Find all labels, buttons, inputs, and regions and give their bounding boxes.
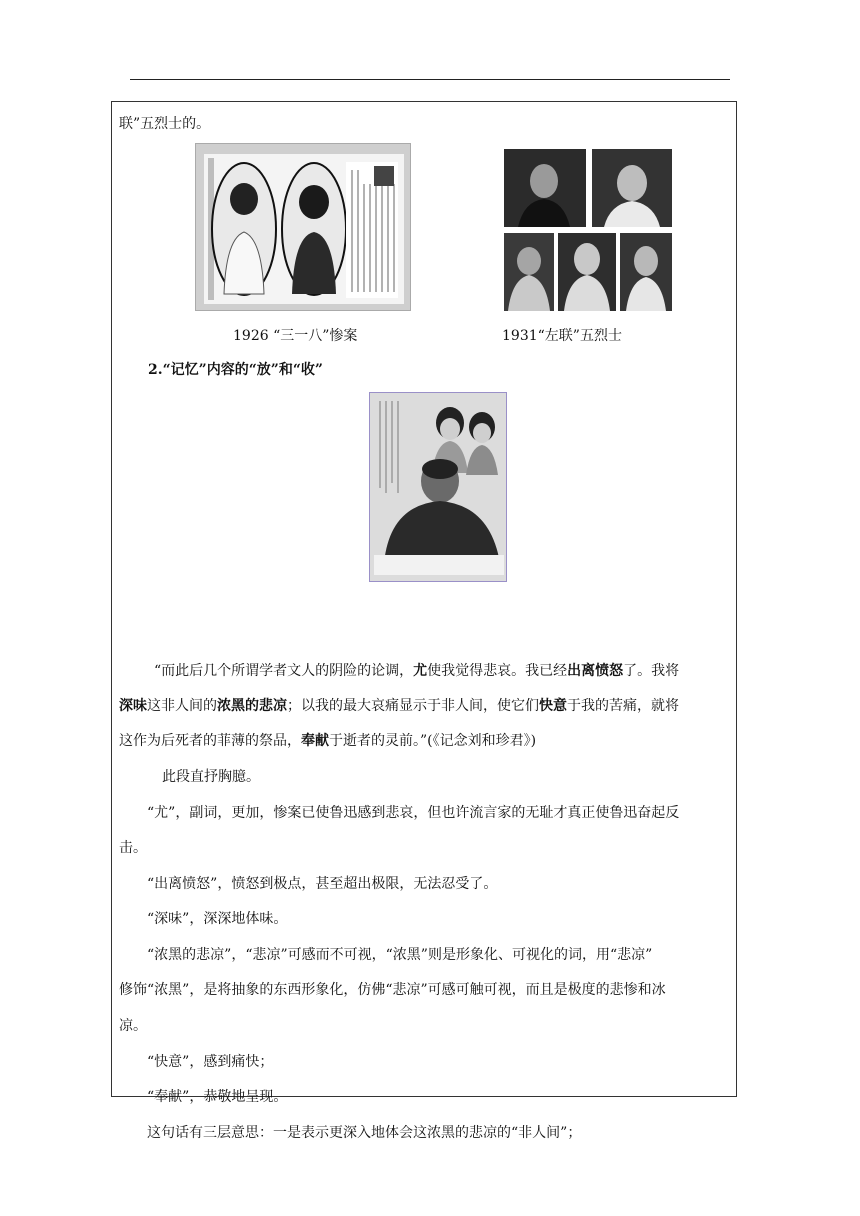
photo-318-massacre-image xyxy=(196,144,411,311)
para-chuli-fennu: “出离愤怒”，愤怒到极点，甚至超出极限，无法忍受了。 xyxy=(147,876,498,892)
caption-five-martyrs: 1931“左联”五烈士 xyxy=(502,328,622,344)
quote-seg: 于我的苦痛，就将 xyxy=(567,698,679,714)
text-line-top: 联”五烈士的。 xyxy=(119,116,211,132)
para-nonghei-line2: 修饰“浓黑”，是将抽象的东西形象化，仿佛“悲凉”可感可触可视，而且是极度的悲惨和冰 xyxy=(119,982,666,998)
para-direct-expression: 此段直抒胸臆。 xyxy=(162,769,260,785)
quote-seg: 于逝者的灵前。”(《记念刘和珍君》) xyxy=(329,733,537,749)
quote-seg-bold: 出离愤怒 xyxy=(567,663,624,679)
quote-seg: 这非人间的 xyxy=(147,698,217,714)
quote-seg-bold: 快意 xyxy=(539,698,567,714)
photo-318-massacre xyxy=(195,143,411,311)
quote-seg: ；以我的最大哀痛显示于非人间，使它们 xyxy=(287,698,539,714)
header-rule xyxy=(130,79,730,80)
para-nonghei-line3: 凉。 xyxy=(119,1018,147,1034)
para-kuaiyi: “快意”，感到痛快； xyxy=(147,1054,274,1070)
photo-five-martyrs xyxy=(504,149,672,311)
para-shenwei: “深味”，深深地体味。 xyxy=(147,911,288,927)
quote-line-3 xyxy=(119,731,536,751)
quote-line-2 xyxy=(119,696,679,716)
quote-seg: 了。我将 xyxy=(623,663,680,679)
para-you-line2: 击。 xyxy=(119,840,147,856)
para-nonghei-line1: “浓黑的悲凉”，“悲凉”可感而不可视，“浓黑”则是形象化、可视化的词，用“悲凉” xyxy=(147,947,653,963)
quote-seg-bold: 尤 xyxy=(413,663,428,679)
para-three-meanings: 这句话有三层意思：一是表示更深入地体会这浓黑的悲凉的“非人间”； xyxy=(147,1125,582,1141)
quote-line-1 xyxy=(154,661,679,681)
quote-seg-bold: 奉献 xyxy=(301,733,329,749)
para-fengxian: “奉献”，恭敬地呈现。 xyxy=(147,1089,288,1105)
quote-seg: 使我觉得悲哀。我已经 xyxy=(427,663,568,679)
quote-seg: “而此后几个所谓学者文人的阴险的论调， xyxy=(154,663,414,679)
photo-lu-xun-image xyxy=(370,393,507,582)
quote-seg-bold: 浓黑的悲凉 xyxy=(217,698,287,714)
quote-seg: 这作为后死者的菲薄的祭品， xyxy=(119,733,301,749)
para-you-line1: “尤”，副词，更加，惨案已使鲁迅感到悲哀，但也许流言家的无耻才真正使鲁迅奋起反 xyxy=(147,805,680,821)
photo-lu-xun xyxy=(369,392,507,582)
section-heading: 2.“记忆”内容的“放”和“收” xyxy=(148,362,323,378)
quote-seg-bold: 深味 xyxy=(119,698,147,714)
photo-five-martyrs-image xyxy=(504,149,672,311)
caption-318-massacre: 1926 “三一八”惨案 xyxy=(233,328,358,344)
